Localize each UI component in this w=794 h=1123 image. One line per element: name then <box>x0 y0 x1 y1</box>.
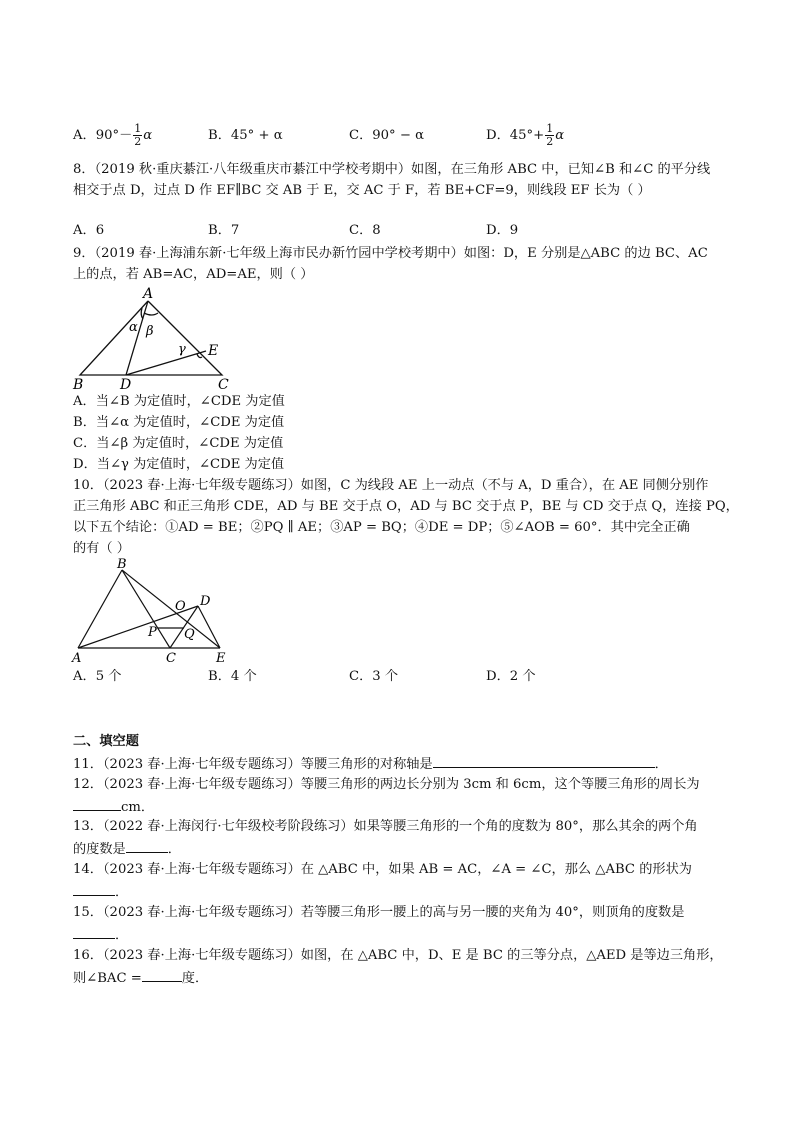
q10-option-d[interactable]: D．2 个 <box>486 669 536 684</box>
label-e: E <box>208 343 219 359</box>
q10-line-1: 10．（2023 春·上海·七年级专题练习）如图，C 为线段 AE 上一动点（不与 A，D 重合），在 AE 同侧分别作 <box>73 478 709 493</box>
q8-option-a[interactable]: A．6 <box>73 223 105 238</box>
label-a: A <box>143 286 154 302</box>
label-alpha: α <box>129 320 138 335</box>
label-a: A <box>72 651 82 666</box>
q9-option-b[interactable]: B．当∠α 为定值时，∠CDE 为定值 <box>73 415 285 430</box>
label-c: C <box>218 377 229 390</box>
q9-triangle-figure <box>70 285 240 390</box>
q12-answer-blank[interactable] <box>73 796 121 811</box>
q10-line-3: 以下五个结论：①AD = BE；②PQ ∥ AE；③AP = BQ；④DE = DP；⑤∠AOB = 60°．其中完全正确 <box>73 520 690 535</box>
label-o: O <box>175 599 186 614</box>
fraction: $\frac{1}{2}$ <box>134 122 142 148</box>
angle-mark-beta <box>144 313 158 315</box>
q10-options <box>73 662 733 692</box>
label-gamma: γ <box>178 342 186 357</box>
q8-line-2: 相交于点 D，过点 D 作 EF∥BC 交 AB 于 E，交 AC 于 F，若 BE+CF=9，则线段 EF 长为（ ） <box>73 183 651 198</box>
q12-line-1: 12．（2023 春·上海·七年级专题练习）等腰三角形的两边长分别为 3cm 和 6cm，这个等腰三角形的周长为 <box>73 777 700 792</box>
label-d: D <box>120 377 132 390</box>
label-p: P <box>148 625 157 640</box>
q14-line-2: ． <box>73 881 128 903</box>
segment-bc <box>122 570 170 648</box>
label-d: D <box>200 594 211 609</box>
q12-line-2: cm． <box>73 796 154 818</box>
q9-line-2: 上的点，若 AB=AC，AD=AE，则（ ） <box>73 267 314 282</box>
label-q: Q <box>184 627 195 642</box>
q16-line-1: 16．（2023 春·上海·七年级专题练习）如图，在 △ABC 中，D、E 是 BC 的三等分点，△AED 是等边三角形， <box>73 948 723 963</box>
q9-option-c[interactable]: C．当∠β 为定值时，∠CDE 为定值 <box>73 436 284 451</box>
q15-line-1: 15．（2023 春·上海·七年级专题练习）若等腰三角形一腰上的高与另一腰的夹角为 40°，则顶角的度数是 <box>73 905 685 920</box>
label-b: B <box>117 558 127 572</box>
fraction: $\frac{1}{2}$ <box>546 122 554 148</box>
q10-line-4: 的有（ ） <box>73 541 130 556</box>
q10-option-c[interactable]: C．3 个 <box>349 669 399 684</box>
q8-line-1: 8．（2019 秋·重庆綦江·八年级重庆市綦江中学校考期中）如图，在三角形 ABC 中，已知∠B 和∠C 的平分线 <box>73 162 711 177</box>
label-beta: β <box>146 324 154 339</box>
q7-option-d[interactable]: D．45°+ $\frac{1}{2}$ α <box>486 122 565 148</box>
q15-answer-blank[interactable] <box>73 924 115 939</box>
q7-option-b[interactable]: B．45° + α <box>208 128 283 143</box>
segment-be <box>122 570 220 648</box>
label-e: E <box>216 651 226 666</box>
section-title: 二、填空题 <box>73 734 139 749</box>
angle-mark-alpha <box>141 308 143 319</box>
q11: 11．（2023 春·上海·七年级专题练习）等腰三角形的对称轴是 ． <box>73 753 668 775</box>
q10-option-b[interactable]: B．4 个 <box>208 669 257 684</box>
q7-options <box>73 121 733 151</box>
q8-option-b[interactable]: B．7 <box>208 223 240 238</box>
q8-options <box>73 216 733 246</box>
q14-answer-blank[interactable] <box>73 881 115 896</box>
segment-de <box>198 606 220 648</box>
q11-answer-blank[interactable] <box>433 753 655 768</box>
q14-line-1: 14．（2023 春·上海·七年级专题练习）在 △ABC 中，如果 AB = AC，∠A = ∠C，那么 △ABC 的形状为 <box>73 862 692 877</box>
q8-option-c[interactable]: C．8 <box>349 223 381 238</box>
label-c: C <box>166 651 176 666</box>
q8-option-d[interactable]: D．9 <box>486 223 519 238</box>
q10-equilateral-figure <box>70 558 240 668</box>
q13-answer-blank[interactable] <box>126 838 168 853</box>
label-b: B <box>73 377 84 390</box>
q16-answer-blank[interactable] <box>142 967 182 982</box>
q10-option-a[interactable]: A．5 个 <box>73 669 122 684</box>
segment-de <box>126 351 206 375</box>
q13-line-2: 的度数是 ． <box>73 838 181 860</box>
q7-option-a[interactable]: A．90°－ $\frac{1}{2}$ α <box>73 122 153 148</box>
q9-option-a[interactable]: A．当∠B 为定值时，∠CDE 为定值 <box>73 394 285 409</box>
q15-line-2: ． <box>73 924 128 946</box>
q16-line-2: 则∠BAC = 度． <box>73 967 208 989</box>
q7-option-c[interactable]: C．90° − α <box>349 128 424 143</box>
q9-option-d[interactable]: D．当∠γ 为定值时，∠CDE 为定值 <box>73 457 285 472</box>
segment-ab <box>78 570 122 648</box>
q13-line-1: 13．（2022 春·上海闵行·七年级校考阶段练习）如果等腰三角形的一个角的度数为 80°，那么其余的两个角 <box>73 819 698 834</box>
q9-line-1: 9．（2019 春·上海浦东新·七年级上海市民办新竹园中学校考期中）如图：D，E 分别是△ABC 的边 BC、AC <box>73 246 708 261</box>
q10-line-2: 正三角形 ABC 和正三角形 CDE，AD 与 BE 交于点 O，AD 与 BC 交于点 P，BE 与 CD 交于点 Q，连接 PQ， <box>73 499 739 514</box>
